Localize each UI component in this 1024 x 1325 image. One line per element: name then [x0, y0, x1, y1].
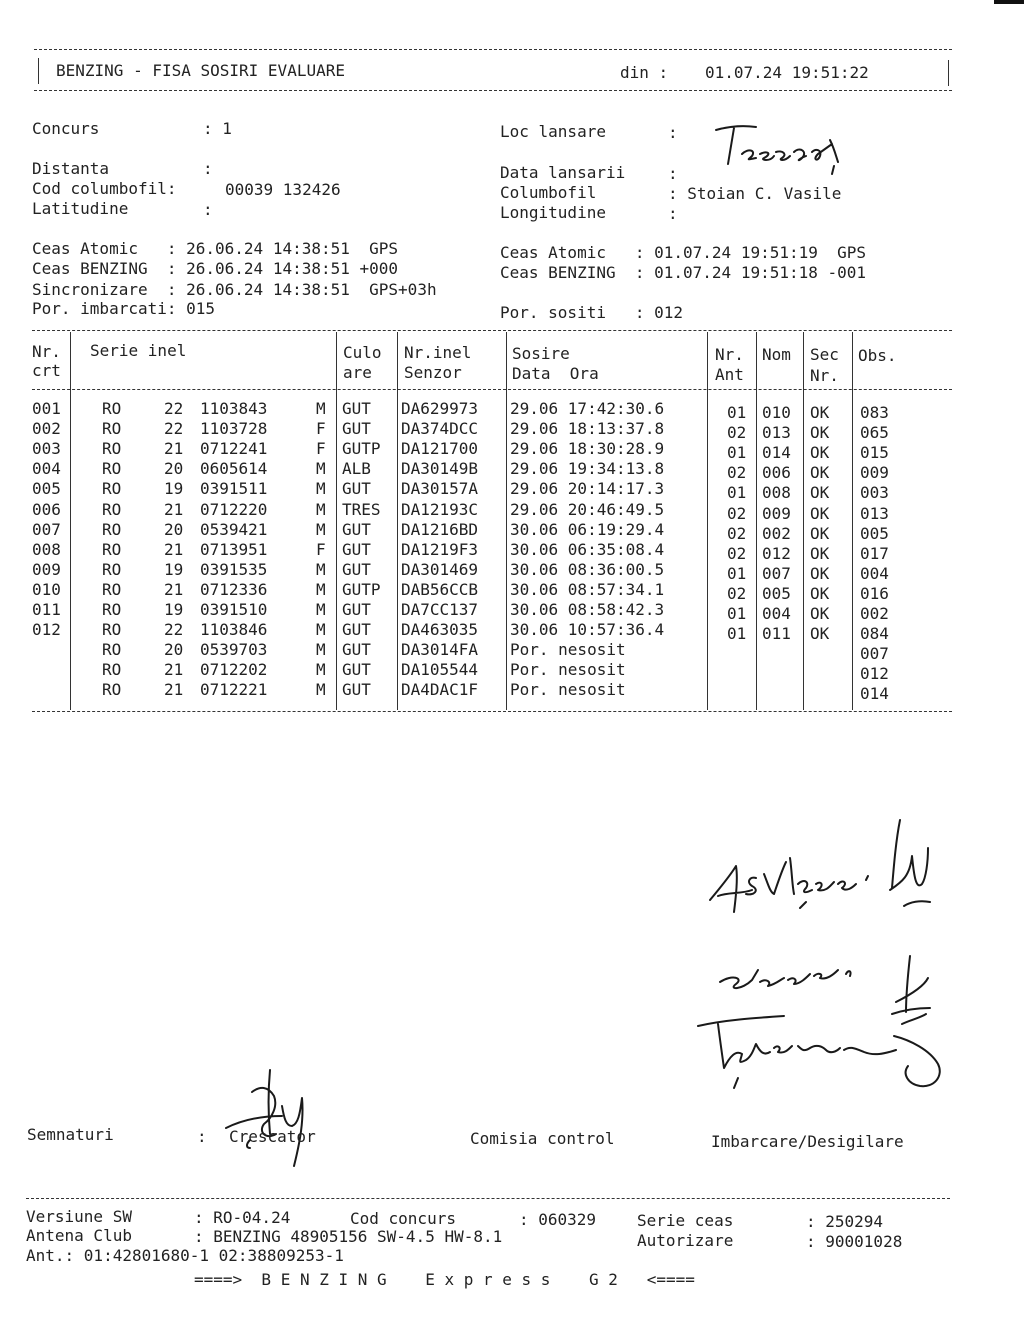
row-obs-cell: 012	[860, 664, 889, 683]
table-top-rule	[32, 330, 952, 331]
row-sensor-cell: DA30157A	[401, 479, 479, 498]
row-sec-cell: OK	[810, 584, 830, 603]
clock-left-sync: Sincronizare : 26.06.24 14:38:51 GPS+03h	[32, 280, 437, 299]
row-color-cell: GUT	[342, 680, 371, 699]
row-sex-cell: M	[316, 640, 326, 659]
row-sec-cell: OK	[810, 443, 830, 462]
por-sositi: Por. sositi : 012	[500, 303, 684, 322]
row-antenna-cell: 02	[727, 524, 747, 543]
signature-crescator	[222, 1062, 342, 1170]
row-ring-cell: 0391535	[200, 560, 268, 579]
row-color-cell: GUT	[342, 600, 371, 619]
row-nom-cell: 010	[762, 403, 791, 422]
data-lansarii-label: Data lansarii	[500, 163, 626, 182]
th-are: are	[343, 363, 372, 382]
row-sex-cell: M	[316, 680, 326, 699]
comisia-control-label: Comisia control	[470, 1129, 615, 1148]
row-antenna-cell: 01	[727, 604, 747, 623]
th-nom: Nom	[762, 345, 791, 364]
row-nom-cell: 005	[762, 584, 791, 603]
row-arrival-cell: 30.06 08:36:00.5	[510, 560, 665, 579]
row-country-cell: RO	[102, 520, 122, 539]
row-sec-cell: OK	[810, 564, 830, 583]
row-sec-cell: OK	[810, 604, 830, 623]
row-nom-cell: 006	[762, 463, 791, 482]
row-nom-cell: 012	[762, 544, 791, 563]
row-arrival-cell: 30.06 08:58:42.3	[510, 600, 665, 619]
row-color-cell: GUT	[342, 399, 371, 418]
row-ring-cell: 0712202	[200, 660, 268, 679]
row-antenna-cell: 01	[727, 624, 747, 643]
crescator-label: Crescator	[229, 1127, 316, 1146]
serie-ceas-label: Serie ceas	[637, 1211, 734, 1230]
row-color-cell: GUT	[342, 419, 371, 438]
row-ring-cell: 0712336	[200, 580, 268, 599]
row-year-cell: 19	[164, 479, 184, 498]
row-nr-cell: 012	[32, 620, 61, 639]
row-nom-cell: 013	[762, 423, 791, 442]
row-country-cell: RO	[102, 439, 122, 458]
row-sensor-cell: DA374DCC	[401, 419, 479, 438]
row-arrival-cell: 29.06 20:14:17.3	[510, 479, 665, 498]
row-sensor-cell: DA4DAC1F	[401, 680, 479, 699]
row-country-cell: RO	[102, 620, 122, 639]
antenna-ids: Ant.: 01:42801680-1 02:38809253-1	[26, 1246, 344, 1265]
row-nom-cell: 008	[762, 483, 791, 502]
row-arrival-cell: 29.06 20:46:49.5	[510, 500, 665, 519]
versiune-sw-label: Versiune SW	[26, 1207, 132, 1226]
row-year-cell: 21	[164, 439, 184, 458]
table-col-sep	[803, 332, 804, 710]
row-color-cell: GUT	[342, 640, 371, 659]
row-arrival-cell: 29.06 19:34:13.8	[510, 459, 665, 478]
th-culo: Culo	[343, 343, 382, 362]
row-sec-cell: OK	[810, 463, 830, 482]
table-bottom-rule	[32, 711, 952, 712]
clock-right-benzing: Ceas BENZING : 01.07.24 19:51:18 -001	[500, 263, 867, 282]
imbarcare-label: Imbarcare/Desigilare	[711, 1132, 904, 1151]
row-ring-cell: 0539421	[200, 520, 268, 539]
serie-ceas-value: : 250294	[806, 1212, 884, 1231]
signature-scribble-3	[694, 1010, 954, 1100]
row-year-cell: 22	[164, 620, 184, 639]
row-color-cell: GUT	[342, 660, 371, 679]
report-title: BENZING - FISA SOSIRI EVALUARE	[56, 61, 345, 80]
row-year-cell: 21	[164, 580, 184, 599]
clock-left-benzing: Ceas BENZING : 26.06.24 14:38:51 +000	[32, 259, 399, 278]
row-sec-cell: OK	[810, 524, 830, 543]
row-obs-cell: 013	[860, 504, 889, 523]
row-arrival-cell: 29.06 18:13:37.8	[510, 419, 665, 438]
table-col-sep	[70, 332, 71, 710]
row-sex-cell: M	[316, 580, 326, 599]
row-arrival-cell: Por. nesosit	[510, 660, 626, 679]
row-ring-cell: 0712221	[200, 680, 268, 699]
row-nr-cell: 008	[32, 540, 61, 559]
th-nr-inel: Nr.inel	[404, 343, 472, 362]
row-sex-cell: M	[316, 620, 326, 639]
row-color-cell: TRES	[342, 500, 381, 519]
row-year-cell: 20	[164, 640, 184, 659]
row-ring-cell: 0539703	[200, 640, 268, 659]
row-ring-cell: 0713951	[200, 540, 268, 559]
row-color-cell: ALB	[342, 459, 371, 478]
clock-right-atomic: Ceas Atomic : 01.07.24 19:51:19 GPS	[500, 243, 867, 262]
th-nr: Nr.	[32, 342, 61, 361]
row-arrival-cell: 30.06 06:19:29.4	[510, 520, 665, 539]
row-sec-cell: OK	[810, 624, 830, 643]
row-country-cell: RO	[102, 660, 122, 679]
row-arrival-cell: 29.06 18:30:28.9	[510, 439, 665, 458]
th-senzor: Senzor	[404, 363, 462, 382]
row-obs-cell: 007	[860, 644, 889, 663]
table-col-sep	[756, 332, 757, 710]
row-sec-cell: OK	[810, 423, 830, 442]
row-country-cell: RO	[102, 479, 122, 498]
row-year-cell: 21	[164, 680, 184, 699]
benzing-express-brand: ====> B E N Z I N G E x p r e s s G 2 <====	[194, 1270, 695, 1289]
signature-scribble-1	[706, 818, 946, 924]
row-arrival-cell: 30.06 08:57:34.1	[510, 580, 665, 599]
row-year-cell: 21	[164, 500, 184, 519]
loc-lansare-value: :	[668, 123, 678, 142]
concurs-label: Concurs	[32, 119, 100, 138]
data-lansarii-value: :	[668, 164, 678, 183]
row-obs-cell: 065	[860, 423, 889, 442]
row-sensor-cell: DA12193C	[401, 500, 479, 519]
row-sensor-cell: DA121700	[401, 439, 479, 458]
row-country-cell: RO	[102, 500, 122, 519]
row-sex-cell: M	[316, 479, 326, 498]
row-obs-cell: 005	[860, 524, 889, 543]
row-nr-cell: 003	[32, 439, 61, 458]
th-sec-nr: Nr.	[810, 366, 839, 385]
row-nom-cell: 004	[762, 604, 791, 623]
row-sex-cell: F	[316, 540, 326, 559]
row-obs-cell: 002	[860, 604, 889, 623]
clock-left-atomic: Ceas Atomic : 26.06.24 14:38:51 GPS	[32, 239, 399, 258]
row-nom-cell: 011	[762, 624, 791, 643]
row-year-cell: 22	[164, 419, 184, 438]
concurs-value: : 1	[203, 119, 232, 138]
row-obs-cell: 003	[860, 483, 889, 502]
longitudine-label: Longitudine	[500, 203, 606, 222]
row-obs-cell: 009	[860, 463, 889, 482]
row-nr-cell: 005	[32, 479, 61, 498]
th-sec: Sec	[810, 345, 839, 364]
table-col-sep	[336, 332, 337, 710]
row-nr-cell: 004	[32, 459, 61, 478]
row-antenna-cell: 02	[727, 504, 747, 523]
row-year-cell: 21	[164, 660, 184, 679]
row-obs-cell: 083	[860, 403, 889, 422]
cod-concurs-value: : 060329	[519, 1210, 597, 1229]
row-antenna-cell: 01	[727, 403, 747, 422]
row-sec-cell: OK	[810, 544, 830, 563]
th-data-ora: Data Ora	[512, 364, 599, 383]
row-obs-cell: 017	[860, 544, 889, 563]
row-year-cell: 20	[164, 459, 184, 478]
semnaturi-colon: :	[197, 1127, 207, 1146]
columbofil-label: Columbofil	[500, 183, 597, 202]
row-sec-cell: OK	[810, 504, 830, 523]
table-header-rule	[32, 389, 952, 390]
row-antenna-cell: 02	[727, 544, 747, 563]
row-color-cell: GUT	[342, 620, 371, 639]
row-country-cell: RO	[102, 540, 122, 559]
row-sec-cell: OK	[810, 403, 830, 422]
semnaturi-label: Semnaturi	[27, 1125, 114, 1144]
row-color-cell: GUT	[342, 520, 371, 539]
table-col-sep	[506, 332, 507, 710]
row-year-cell: 20	[164, 520, 184, 539]
row-nom-cell: 007	[762, 564, 791, 583]
por-imbarcati: Por. imbarcati: 015	[32, 299, 216, 318]
row-sensor-cell: DA301469	[401, 560, 479, 579]
row-sex-cell: F	[316, 439, 326, 458]
row-nr-cell: 011	[32, 600, 61, 619]
table-col-sep	[707, 332, 708, 710]
row-country-cell: RO	[102, 459, 122, 478]
row-nr-cell: 006	[32, 500, 61, 519]
row-country-cell: RO	[102, 600, 122, 619]
antena-club-value: : BENZING 48905156 SW-4.5 HW-8.1	[194, 1227, 503, 1246]
row-year-cell: 19	[164, 600, 184, 619]
row-arrival-cell: Por. nesosit	[510, 680, 626, 699]
row-sensor-cell: DA7CC137	[401, 600, 479, 619]
row-color-cell: GUT	[342, 540, 371, 559]
row-obs-cell: 084	[860, 624, 889, 643]
footer-rule	[26, 1198, 950, 1199]
cod-columbofil-value: 00039 132426	[225, 180, 341, 199]
row-sex-cell: M	[316, 660, 326, 679]
row-color-cell: GUT	[342, 560, 371, 579]
row-nr-cell: 001	[32, 399, 61, 418]
row-year-cell: 21	[164, 540, 184, 559]
row-country-cell: RO	[102, 580, 122, 599]
row-sensor-cell: DA629973	[401, 399, 479, 418]
th-serie: Serie inel	[90, 341, 187, 360]
row-country-cell: RO	[102, 640, 122, 659]
distanta-value: :	[203, 159, 213, 178]
row-nr-cell: 009	[32, 560, 61, 579]
th-ant: Ant	[715, 365, 744, 384]
row-sec-cell: OK	[810, 483, 830, 502]
th-obs: Obs.	[858, 346, 897, 365]
row-arrival-cell: 30.06 10:57:36.4	[510, 620, 665, 639]
row-antenna-cell: 01	[727, 483, 747, 502]
row-nr-cell: 002	[32, 419, 61, 438]
th-crt: crt	[32, 361, 61, 380]
row-obs-cell: 015	[860, 443, 889, 462]
row-nom-cell: 009	[762, 504, 791, 523]
columbofil-value: : Stoian C. Vasile	[668, 184, 842, 203]
row-sex-cell: M	[316, 600, 326, 619]
table-col-sep	[397, 332, 398, 710]
row-antenna-cell: 02	[727, 463, 747, 482]
row-antenna-cell: 01	[727, 564, 747, 583]
row-arrival-cell: 29.06 17:42:30.6	[510, 399, 665, 418]
row-sensor-cell: DA1219F3	[401, 540, 479, 559]
row-color-cell: GUTP	[342, 439, 381, 458]
row-sex-cell: M	[316, 560, 326, 579]
row-antenna-cell: 02	[727, 423, 747, 442]
row-sex-cell: M	[316, 459, 326, 478]
row-nom-cell: 014	[762, 443, 791, 462]
row-ring-cell: 1103843	[200, 399, 268, 418]
row-ring-cell: 0391511	[200, 479, 268, 498]
longitudine-value: :	[668, 204, 678, 223]
row-sensor-cell: DA463035	[401, 620, 479, 639]
row-nr-cell: 007	[32, 520, 61, 539]
row-country-cell: RO	[102, 419, 122, 438]
row-year-cell: 22	[164, 399, 184, 418]
row-country-cell: RO	[102, 560, 122, 579]
row-color-cell: GUTP	[342, 580, 381, 599]
report-datetime: 01.07.24 19:51:22	[705, 63, 869, 82]
row-ring-cell: 1103728	[200, 419, 268, 438]
row-color-cell: GUT	[342, 479, 371, 498]
row-country-cell: RO	[102, 399, 122, 418]
row-antenna-cell: 01	[727, 443, 747, 462]
antena-club-label: Antena Club	[26, 1226, 132, 1245]
latitudine-value: :	[203, 200, 213, 219]
row-ring-cell: 0712241	[200, 439, 268, 458]
row-ring-cell: 0712220	[200, 500, 268, 519]
th-nr-ant: Nr.	[715, 345, 744, 364]
autorizare-value: : 90001028	[806, 1232, 903, 1251]
row-sensor-cell: DA105544	[401, 660, 479, 679]
row-ring-cell: 0391510	[200, 600, 268, 619]
row-year-cell: 19	[164, 560, 184, 579]
row-sex-cell: M	[316, 399, 326, 418]
row-sex-cell: M	[316, 500, 326, 519]
row-sex-cell: M	[316, 520, 326, 539]
row-obs-cell: 014	[860, 684, 889, 703]
row-sex-cell: F	[316, 419, 326, 438]
row-antenna-cell: 02	[727, 584, 747, 603]
row-nom-cell: 002	[762, 524, 791, 543]
row-sensor-cell: DA3014FA	[401, 640, 479, 659]
cod-concurs-label: Cod concurs	[350, 1209, 456, 1228]
row-nr-cell: 010	[32, 580, 61, 599]
th-sosire: Sosire	[512, 344, 570, 363]
row-sensor-cell: DAB56CCB	[401, 580, 479, 599]
row-ring-cell: 0605614	[200, 459, 268, 478]
row-obs-cell: 016	[860, 584, 889, 603]
latitudine-label: Latitudine	[32, 199, 129, 218]
row-obs-cell: 004	[860, 564, 889, 583]
cod-columbofil-label: Cod columbofil:	[32, 179, 177, 198]
table-col-sep	[852, 332, 853, 710]
row-arrival-cell: 30.06 06:35:08.4	[510, 540, 665, 559]
loc-lansare-label: Loc lansare	[500, 122, 606, 141]
row-sensor-cell: DA30149B	[401, 459, 479, 478]
versiune-sw-value: : RO-04.24	[194, 1208, 291, 1227]
row-arrival-cell: Por. nesosit	[510, 640, 626, 659]
report-din-label: din :	[620, 63, 669, 82]
row-country-cell: RO	[102, 680, 122, 699]
autorizare-label: Autorizare	[637, 1231, 734, 1250]
distanta-label: Distanta	[32, 159, 110, 178]
row-sensor-cell: DA1216BD	[401, 520, 479, 539]
row-ring-cell: 1103846	[200, 620, 268, 639]
